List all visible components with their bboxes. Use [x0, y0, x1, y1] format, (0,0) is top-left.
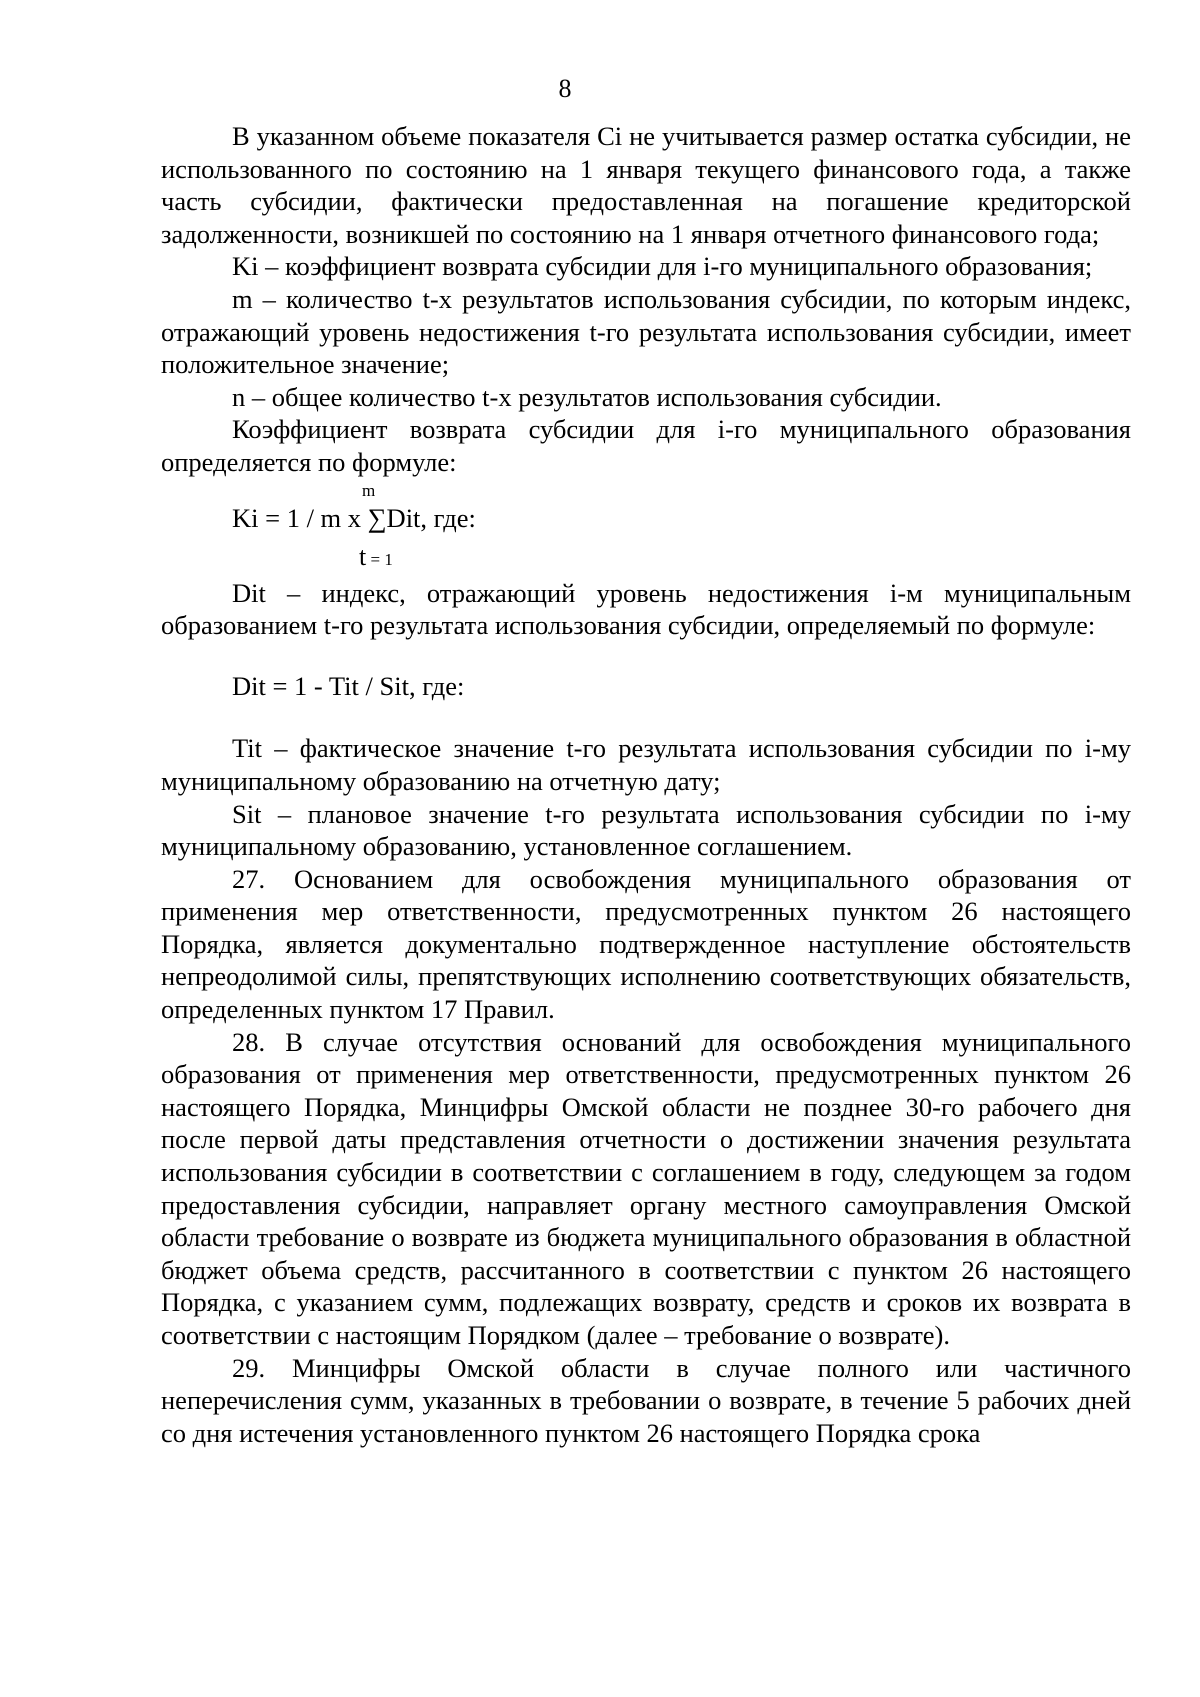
paragraph-ci-note: В указанном объеме показателя Ci не учитывается размер остатка субсидии, не использованного по состоянию на 1 января текущего финансового года, а также часть субсидии, фактически предоставленная на погашение кредиторской задолженности, возникшей по состоянию на 1 января отчетного финансового года; — [161, 121, 1131, 249]
page-number: 8 — [558, 74, 572, 103]
paragraph-sit-definition: Sit – плановое значение t-го результата использования субсидии по i-му муниципальному образованию, установленное соглашением. — [161, 798, 1131, 862]
formula-ki-expression: Ki = 1 / m x ∑Dit, где: — [232, 502, 476, 533]
formula-ki — [161, 481, 1131, 577]
paragraph-item-27: 27. Основанием для освобождения муниципального образования от применения мер ответственности, предусмотренных пунктом 26 настоящего Порядка, является документально подтвержденное наступление обстоятельств непреодолимой силы, препятствующих исполнению соответствующих обязательств, определенных пунктом 17 Правил. — [161, 863, 1131, 1025]
formula-dit: Dit = 1 - Tit / Sit, где: — [232, 670, 465, 701]
paragraph-tit-definition: Tit – фактическое значение t-го результата использования субсидии по i-му муниципальному образованию на отчетную дату; — [161, 733, 1131, 796]
paragraph-ki-formula-intro: Коэффициент возврата субсидии для i-го муниципального образования определяется по формуле: — [161, 414, 1131, 477]
paragraph-item-28: 28. В случае отсутствия оснований для освобождения муниципального образования от применения мер ответственности, предусмотренных пунктом 26 настоящего Порядка, Минцифры Омской области не позднее 30-го рабочего дня после первой даты представления отчетности о достижении значения результата использования субсидии в соответствии с соглашением в году, следующем за годом предоставления субсидии, направляет органу местного самоуправления Омской области требование о возврате из бюджета муниципального образования в областной бюджет объема средств, рассчитанного в соответствии с пунктом 26 настоящего Порядка, с указанием сумм, подлежащих возврату, средств и сроков их возврата в соответствии с настоящим Порядком (далее – требование о возврате). — [161, 1026, 1131, 1350]
formula-ki-lower-var: t — [359, 541, 367, 571]
formula-ki-lower-limit — [359, 543, 393, 574]
paragraph-dit-definition: Dit – индекс, отражающий уровень недостижения i-м муниципальным образованием t-го результата использования субсидии, определяемый по формуле: — [161, 577, 1131, 641]
document-body — [161, 120, 1131, 1449]
paragraph-m-definition: m – количество t-х результатов использования субсидии, по которым индекс, отражающий уровень недостижения t-го результата использования субсидии, имеет положительное значение; — [161, 283, 1131, 380]
paragraph-item-29: 29. Минцифры Омской области в случае полного или частичного неперечисления сумм, указанных в требовании о возврате, в течение 5 рабочих дней со дня истечения установленного пунктом 26 настоящего Порядка срока — [161, 1352, 1131, 1448]
paragraph-n-definition: n – общее количество t-х результатов использования субсидии. — [232, 381, 942, 412]
paragraph-ki-definition: Ki – коэффициент возврата субсидии для i-го муниципального образования; — [232, 251, 1093, 282]
formula-ki-lower-rest: = 1 — [366, 549, 393, 569]
formula-ki-upper-limit: m — [362, 480, 376, 500]
